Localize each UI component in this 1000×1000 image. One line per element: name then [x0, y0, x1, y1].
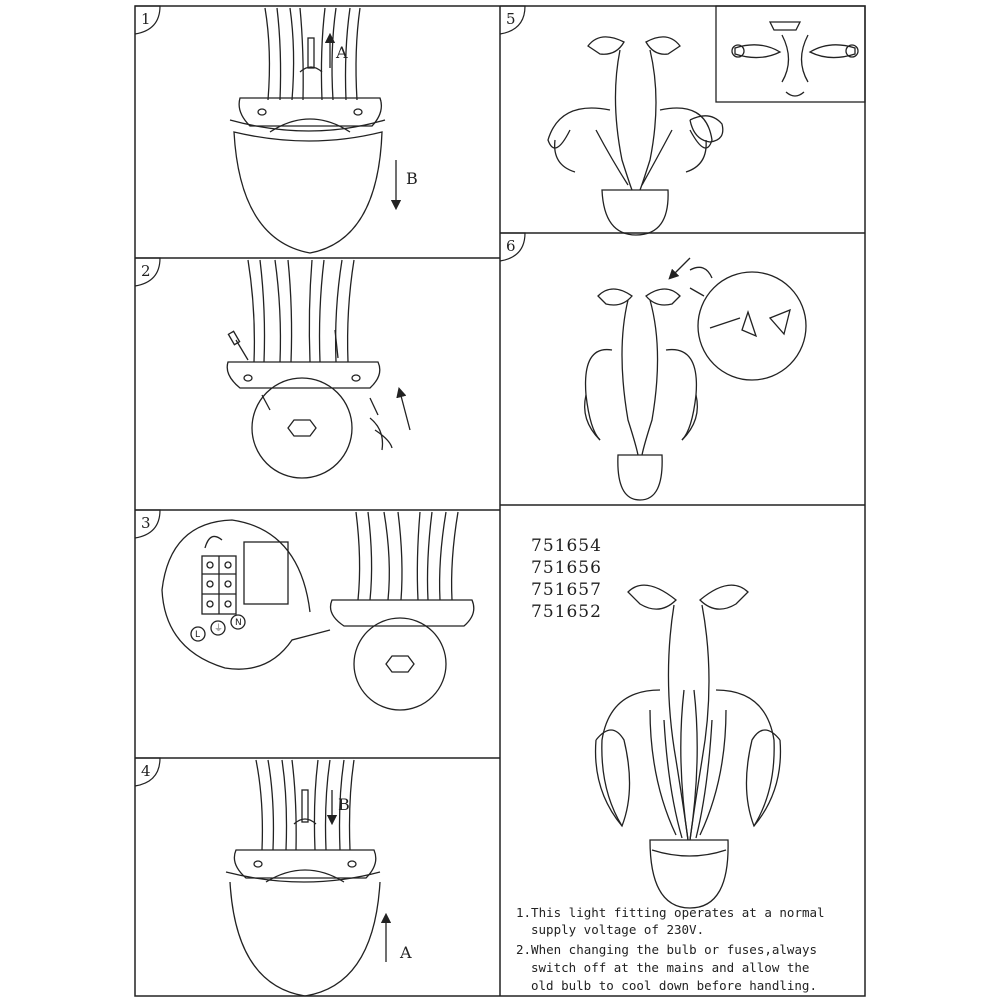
panel-3-number: 3 — [141, 514, 151, 532]
panel-4-arrow-a-label: A — [400, 943, 412, 962]
product-panel — [516, 536, 825, 993]
panel-5-sconce-drawing — [548, 6, 865, 235]
panel-1-number: 1 — [141, 10, 151, 28]
terminal-live-label: L — [195, 630, 201, 640]
panel-1-arrow-b-label: B — [406, 169, 418, 188]
panel-4-lamp-drawing — [226, 760, 386, 996]
panel-5-number: 5 — [506, 10, 516, 28]
note-2-line-3: old bulb to cool down before handling. — [531, 978, 817, 993]
panel-3-wiring-drawing — [162, 512, 474, 710]
model-number: 751654 — [531, 536, 602, 556]
model-number: 751656 — [531, 558, 602, 578]
panel-4 — [135, 758, 412, 996]
panel-2-number: 2 — [141, 262, 151, 280]
panel-1-arrow-a-label: A — [336, 43, 348, 62]
terminal-earth-label: ⏚ — [214, 624, 224, 634]
panel-2 — [135, 258, 410, 478]
note-1-line-1: 1.This light fitting operates at a normal — [516, 905, 825, 920]
panel-grid — [135, 6, 865, 996]
model-number: 751657 — [531, 580, 602, 600]
panel-2-bracket-drawing — [227, 260, 410, 478]
panel-6-bulb-drawing — [585, 258, 806, 500]
panel-6 — [500, 233, 806, 500]
model-number: 751652 — [531, 602, 602, 622]
product-sconce-drawing — [596, 585, 781, 908]
panel-4-arrow-b-label: B — [338, 795, 350, 814]
panel-6-number: 6 — [506, 237, 516, 255]
panel-4-number: 4 — [141, 762, 151, 780]
note-2-line-1: 2.When changing the bulb or fuses,always — [516, 942, 818, 957]
panel-1 — [135, 6, 418, 253]
panel-5 — [500, 6, 865, 235]
note-2-line-2: switch off at the mains and allow the — [531, 960, 810, 975]
panel-3 — [135, 510, 474, 710]
terminal-neutral-label: N — [235, 618, 242, 628]
note-1-line-2: supply voltage of 230V. — [531, 922, 705, 937]
panel-1-lamp-drawing — [230, 8, 396, 253]
